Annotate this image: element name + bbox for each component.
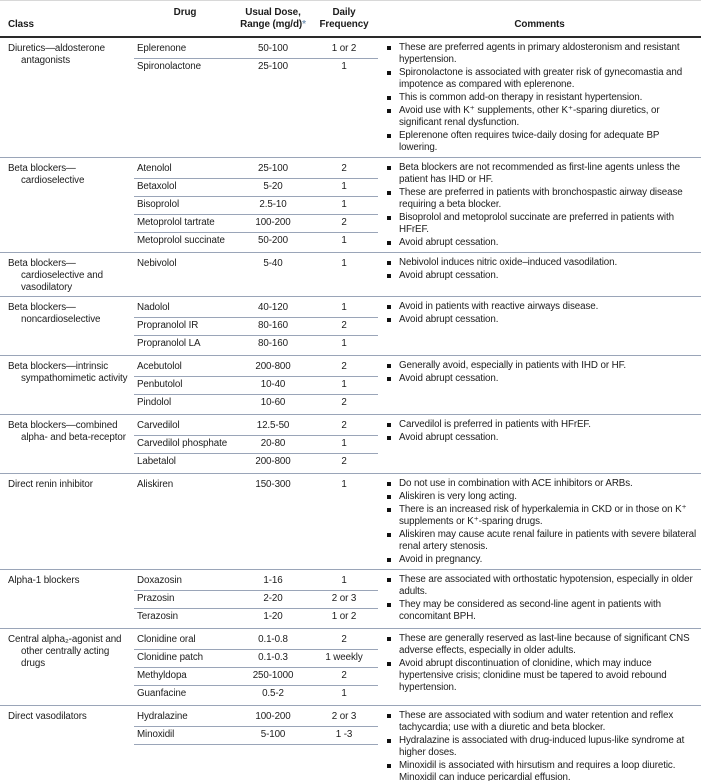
drug-row <box>134 418 378 436</box>
drug-row <box>134 454 378 471</box>
comment-item: Avoid abrupt discontinuation of clonidine, which may induce hypertensive crisis; clonidine must be tapered to avoid rebound hypertension. <box>386 658 697 694</box>
drug-row <box>134 41 378 59</box>
class-label: Beta blockers—combined alpha- and beta-receptor <box>8 420 126 443</box>
comments-list <box>386 574 697 623</box>
drugs-cell <box>134 256 378 273</box>
comment-item: Avoid abrupt cessation. <box>386 237 697 249</box>
drug-dose: 200-800 <box>255 361 291 372</box>
drug-name: Nebivolol <box>137 258 177 269</box>
drug-row <box>134 668 378 686</box>
table-section <box>0 296 701 355</box>
drug-dose: 25-100 <box>258 61 288 72</box>
column-header-comments: Comments <box>514 19 565 30</box>
drug-name: Betaxolol <box>137 181 177 192</box>
drug-row <box>134 233 378 250</box>
drug-frequency: 2 <box>341 320 347 331</box>
drug-dose: 12.5-50 <box>256 420 290 431</box>
column-header-class: Class <box>8 19 34 30</box>
drug-frequency: 1 <box>341 302 347 313</box>
drug-name: Atenolol <box>137 163 172 174</box>
class-label: Beta blockers—intrinsic sympathomimetic activity <box>8 361 128 384</box>
comments-list <box>386 257 697 282</box>
comments-list <box>386 478 697 566</box>
drug-dose: 2.5-10 <box>259 199 287 210</box>
drug-frequency: 1 <box>341 199 347 210</box>
drug-name: Hydralazine <box>137 711 188 722</box>
drug-frequency: 1 or 2 <box>331 611 357 622</box>
drug-frequency: 1 <box>341 575 347 586</box>
freq-header-line2: Frequency <box>319 19 369 30</box>
drug-row <box>134 215 378 233</box>
drugs-cell <box>134 41 378 76</box>
comments-cell <box>378 161 701 250</box>
drug-dose: 0.5-2 <box>262 688 284 699</box>
drug-name: Propranolol LA <box>137 338 201 349</box>
drug-name: Carvedilol phosphate <box>137 438 228 449</box>
drug-frequency: 2 or 3 <box>331 711 357 722</box>
comment-item: There is an increased risk of hyperkalemia in CKD or in those on K⁺ supplements or K⁺-sparing drugs. <box>386 504 697 528</box>
drug-frequency: 1 <box>341 438 347 449</box>
table-header-middle <box>134 7 378 31</box>
comment-item: These are preferred agents in primary aldosteronism and resistant hypertension. <box>386 42 697 66</box>
drug-name: Pindolol <box>137 397 172 408</box>
class-cell <box>0 300 134 353</box>
drug-row <box>134 197 378 215</box>
drug-frequency: 2 <box>341 634 347 645</box>
comment-item: Avoid in patients with reactive airways disease. <box>386 301 697 313</box>
drug-dose: 100-200 <box>255 711 291 722</box>
table-section <box>0 569 701 628</box>
comment-item: Hydralazine is associated with drug-induced lupus-like syndrome at higher doses. <box>386 735 697 759</box>
table-section <box>0 38 701 157</box>
drug-frequency: 2 <box>341 670 347 681</box>
drug-row <box>134 179 378 197</box>
comment-item: Aliskiren may cause acute renal failure in patients with severe bilateral renal artery stenosis. <box>386 529 697 553</box>
comment-item: They may be considered as second-line agent in patients with concomitant BPH. <box>386 599 697 623</box>
drugs-cell <box>134 477 378 494</box>
dose-footnote-marker: * <box>302 19 306 30</box>
drug-dose: 10-40 <box>260 379 286 390</box>
drug-frequency: 2 <box>341 361 347 372</box>
comment-item: Bisoprolol and metoprolol succinate are preferred in patients with HFrEF. <box>386 212 697 236</box>
comments-cell <box>378 300 701 353</box>
drugs-cell <box>134 632 378 703</box>
comments-list <box>386 42 697 154</box>
drug-dose: 10-60 <box>260 397 286 408</box>
drug-name: Prazosin <box>137 593 175 604</box>
drug-name: Propranolol IR <box>137 320 199 331</box>
drug-row <box>134 161 378 179</box>
comment-item: Avoid abrupt cessation. <box>386 432 697 444</box>
class-cell <box>0 418 134 471</box>
table-section <box>0 705 701 781</box>
drug-row <box>134 436 378 454</box>
comments-list <box>386 633 697 694</box>
drug-dose: 25-100 <box>258 163 288 174</box>
drug-dose: 5-20 <box>263 181 283 192</box>
drug-row <box>134 318 378 336</box>
comment-item: Avoid abrupt cessation. <box>386 373 697 385</box>
drug-frequency: 2 <box>341 456 347 467</box>
class-cell <box>0 161 134 250</box>
comment-item: Avoid use with K⁺ supplements, other K⁺-sparing diuretics, or significant renal dysfunction. <box>386 105 697 129</box>
drug-frequency: 2 <box>341 217 347 228</box>
drug-frequency: 1 or 2 <box>331 43 357 54</box>
class-cell <box>0 359 134 412</box>
comments-cell <box>378 359 701 412</box>
drug-dose: 100-200 <box>255 217 291 228</box>
drug-name: Doxazosin <box>137 575 182 586</box>
dose-header-line1: Usual Dose, <box>245 7 301 18</box>
comment-item: These are generally reserved as last-line because of significant CNS adverse effects, especially in older adults. <box>386 633 697 657</box>
class-cell <box>0 256 134 294</box>
comment-item: Aliskiren is very long acting. <box>386 491 697 503</box>
drug-dose: 5-40 <box>263 258 283 269</box>
drug-name: Clonidine patch <box>137 652 204 663</box>
class-cell <box>0 709 134 781</box>
drug-frequency: 1 <box>341 235 347 246</box>
table-section <box>0 157 701 252</box>
drug-row <box>134 359 378 377</box>
drug-name: Eplerenone <box>137 43 187 54</box>
drug-name: Acebutolol <box>137 361 182 372</box>
comment-item: These are associated with sodium and water retention and reflex tachycardia; use with a diuretic and beta blocker. <box>386 710 697 734</box>
comment-item: Eplerenone often requires twice-daily dosing for adequate BP lowering. <box>386 130 697 154</box>
drug-row <box>134 650 378 668</box>
drug-name: Spironolactone <box>137 61 201 72</box>
table-section <box>0 473 701 569</box>
drug-row <box>134 609 378 626</box>
drugs-cell <box>134 573 378 626</box>
drug-name: Bisoprolol <box>137 199 180 210</box>
drug-frequency: 1 -3 <box>335 729 353 740</box>
drug-row <box>134 573 378 591</box>
class-label: Direct vasodilators <box>8 711 87 722</box>
drug-row <box>134 686 378 703</box>
drug-row <box>134 377 378 395</box>
comments-cell <box>378 41 701 155</box>
drug-row <box>134 256 378 273</box>
drug-row <box>134 477 378 494</box>
comments-cell <box>378 418 701 471</box>
drug-dose: 80-160 <box>258 338 288 349</box>
drug-name: Terazosin <box>137 611 179 622</box>
comment-item: Generally avoid, especially in patients with IHD or HF. <box>386 360 697 372</box>
table-section <box>0 414 701 473</box>
drug-dose: 1-20 <box>263 611 283 622</box>
comment-item: Minoxidil is associated with hirsutism and requires a loop diuretic. Minoxidil can induce pericardial effusion. <box>386 760 697 781</box>
drug-dose: 200-800 <box>255 456 291 467</box>
drug-dose: 250-1000 <box>252 670 294 681</box>
class-cell <box>0 41 134 155</box>
drug-frequency: 1 <box>341 338 347 349</box>
class-cell <box>0 632 134 703</box>
comments-cell <box>378 709 701 781</box>
comments-list <box>386 710 697 781</box>
drug-frequency: 2 <box>341 397 347 408</box>
drug-dose: 0.1-0.8 <box>258 634 288 645</box>
drug-frequency: 1 <box>341 61 347 72</box>
drugs-cell <box>134 359 378 412</box>
drug-row <box>134 632 378 650</box>
drug-name: Carvedilol <box>137 420 180 431</box>
comment-item: These are preferred in patients with bronchospastic airway disease requiring a beta blocker. <box>386 187 697 211</box>
drug-row <box>134 727 378 745</box>
drug-name: Penbutolol <box>137 379 183 390</box>
drug-dose: 1-16 <box>263 575 283 586</box>
drug-row <box>134 300 378 318</box>
drug-frequency: 1 weekly <box>325 652 363 663</box>
drug-frequency: 2 or 3 <box>331 593 357 604</box>
table-section <box>0 355 701 414</box>
drug-dose: 50-200 <box>258 235 288 246</box>
class-label: Beta blockers—cardioselective and vasodilatory <box>8 258 103 293</box>
drug-name: Clonidine oral <box>137 634 196 645</box>
drug-dose: 5-100 <box>260 729 286 740</box>
class-label: Diuretics—aldosterone antagonists <box>8 43 106 66</box>
drugs-cell <box>134 709 378 745</box>
column-header-dose <box>236 7 310 31</box>
drug-dose: 80-160 <box>258 320 288 331</box>
comments-list <box>386 301 697 326</box>
drug-dose: 20-80 <box>260 438 286 449</box>
drug-dose: 2-20 <box>263 593 283 604</box>
drug-row <box>134 709 378 727</box>
comment-item: Beta blockers are not recommended as first-line agents unless the patient has IHD or HF. <box>386 162 697 186</box>
class-label: Central alpha₂-agonist and other centrally acting drugs <box>8 634 122 669</box>
comment-item: Avoid abrupt cessation. <box>386 270 697 282</box>
comment-item: Nebivolol induces nitric oxide–induced vasodilation. <box>386 257 697 269</box>
drug-name: Nadolol <box>137 302 170 313</box>
drug-row <box>134 336 378 353</box>
drug-name: Methyldopa <box>137 670 187 681</box>
drug-name: Aliskiren <box>137 479 174 490</box>
drug-dose: 150-300 <box>255 479 291 490</box>
drug-row <box>134 591 378 609</box>
class-cell <box>0 477 134 567</box>
drug-name: Labetalol <box>137 456 176 467</box>
drug-frequency: 2 <box>341 163 347 174</box>
comments-list <box>386 419 697 444</box>
class-label: Alpha-1 blockers <box>8 575 80 586</box>
class-label: Direct renin inhibitor <box>8 479 93 490</box>
comment-item: Avoid abrupt cessation. <box>386 314 697 326</box>
column-header-frequency <box>310 7 378 31</box>
comment-item: This is common add-on therapy in resistant hypertension. <box>386 92 697 104</box>
drugs-cell <box>134 161 378 250</box>
class-label: Beta blockers—cardioselective <box>8 163 85 186</box>
dose-header-text: Range (mg/d) <box>240 19 303 30</box>
comments-list <box>386 162 697 249</box>
drug-name: Metoprolol succinate <box>137 235 225 246</box>
drug-row <box>134 59 378 76</box>
table-header-row <box>0 1 701 38</box>
comments-cell <box>378 632 701 703</box>
comment-item: Avoid in pregnancy. <box>386 554 697 566</box>
drug-name: Guanfacine <box>137 688 187 699</box>
class-cell <box>0 573 134 626</box>
drugs-cell <box>134 300 378 353</box>
comments-list <box>386 360 697 385</box>
drug-dose: 40-120 <box>258 302 288 313</box>
table-body <box>0 38 701 781</box>
drug-frequency: 1 <box>341 688 347 699</box>
drug-dose: 50-100 <box>258 43 288 54</box>
comment-item: Spironolactone is associated with greater risk of gynecomastia and impotence as compared with eplerenone. <box>386 67 697 91</box>
drug-dose: 0.1-0.3 <box>258 652 288 663</box>
drug-frequency: 2 <box>341 420 347 431</box>
comment-item: These are associated with orthostatic hypotension, especially in older adults. <box>386 574 697 598</box>
drug-row <box>134 395 378 412</box>
comments-cell <box>378 477 701 567</box>
table-section <box>0 252 701 296</box>
freq-header-line1: Daily <box>332 7 356 18</box>
drug-frequency: 1 <box>341 181 347 192</box>
comments-cell <box>378 256 701 294</box>
comment-item: Do not use in combination with ACE inhibitors or ARBs. <box>386 478 697 490</box>
comment-item: Carvedilol is preferred in patients with HFrEF. <box>386 419 697 431</box>
drug-name: Metoprolol tartrate <box>137 217 215 228</box>
column-header-drug: Drug <box>173 7 197 18</box>
class-label: Beta blockers—noncardioselective <box>8 302 101 325</box>
drugs-cell <box>134 418 378 471</box>
dose-header-line2 <box>236 19 310 31</box>
comments-cell <box>378 573 701 626</box>
drug-frequency: 1 <box>341 258 347 269</box>
drug-frequency: 1 <box>341 379 347 390</box>
drug-frequency: 1 <box>341 479 347 490</box>
drug-name: Minoxidil <box>137 729 175 740</box>
table-section <box>0 628 701 705</box>
